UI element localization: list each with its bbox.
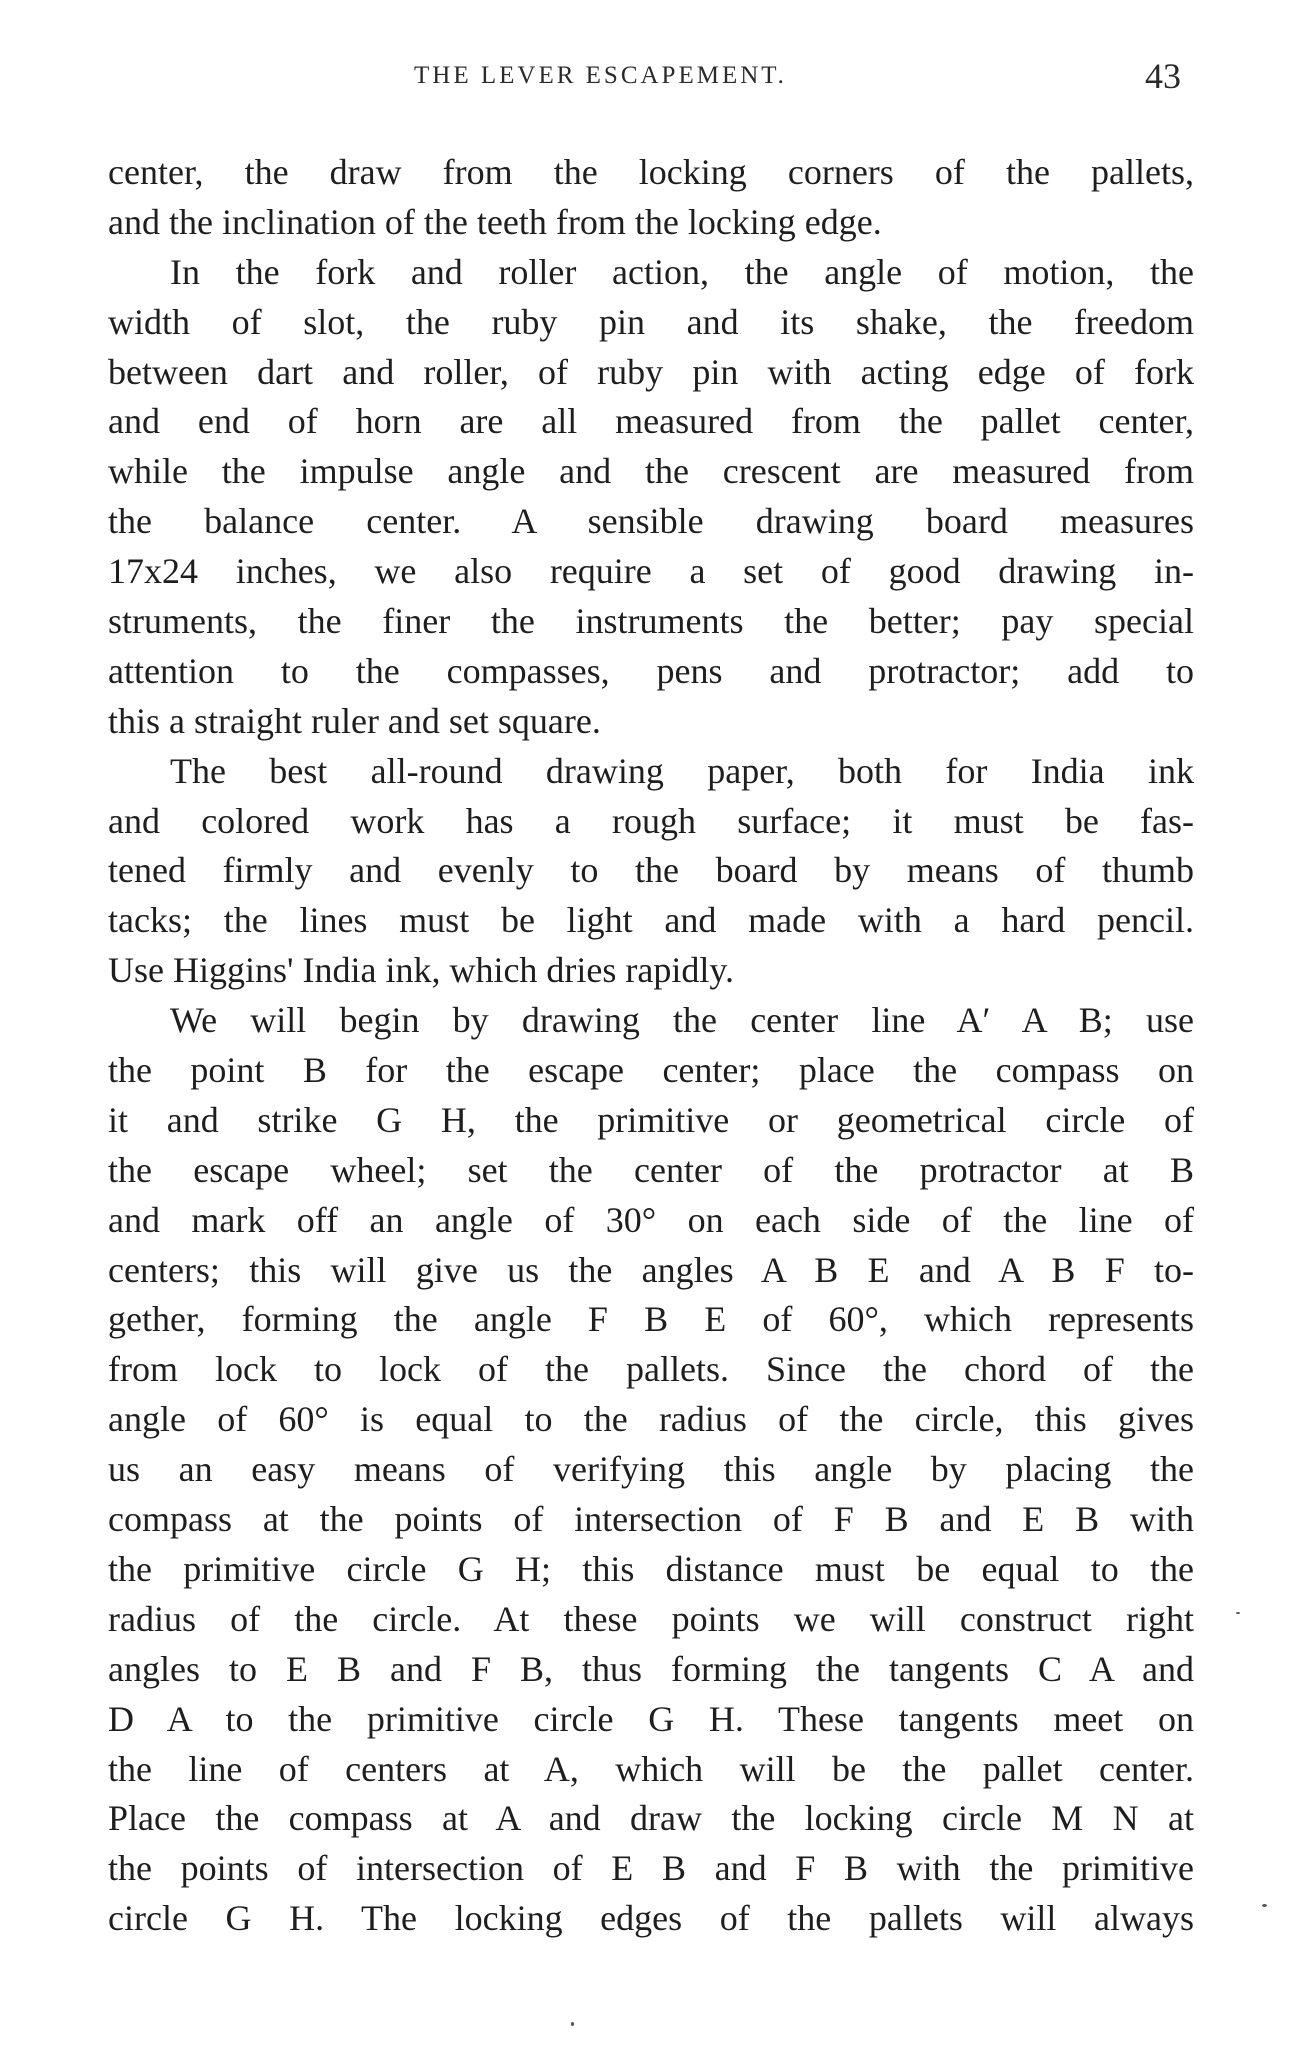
text-line: centers; this will give us the angles A B E and A B F to- [108,1249,1194,1290]
text-line: the points of intersection of E B and F B with the primitive [108,1848,1194,1889]
scan-speck [1236,1612,1240,1614]
text-line: the balance center. A sensible drawing board measures [108,501,1194,542]
paragraph-start-line: The best all-round drawing paper, both for India ink [170,750,1194,791]
text-line: the point B for the escape center; place the compass on [108,1050,1194,1091]
text-line: center, the draw from the locking corners of the pallets, [108,152,1194,192]
text-line: angle of 60° is equal to the radius of the circle, this gives [108,1399,1194,1440]
running-title: THE LEVER ESCAPEMENT. [414,62,787,89]
text-line: Place the compass at A and draw the locking circle M N at [108,1798,1194,1839]
text-line: Use Higgins' India ink, which dries rapidly. [108,950,735,991]
text-line: struments, the finer the instruments the better; pay special [108,601,1194,642]
text-line: circle G H. The locking edges of the pallets will always [108,1898,1194,1939]
text-line: angles to E B and F B, thus forming the tangents C A and [108,1648,1194,1689]
text-line: and colored work has a rough surface; it must be fas- [108,800,1194,841]
text-line: the escape wheel; set the center of the protractor at B [108,1149,1194,1190]
text-line: compass at the points of intersection of F B and E B with [108,1499,1194,1540]
paragraph-start-line: We will begin by drawing the center line A′ A B; use [170,1000,1194,1041]
text-line: between dart and roller, of ruby pin with acting edge of fork [108,351,1194,392]
text-line: tened firmly and evenly to the board by means of thumb [108,850,1194,891]
paragraph-start-line: In the fork and roller action, the angle of motion, the [170,251,1194,292]
text-line: while the impulse angle and the crescent are measured from [108,451,1194,492]
scan-speck [1262,1904,1267,1907]
body-text [108,148,1194,1944]
text-line: this a straight ruler and set square. [108,700,601,741]
text-line: and mark off an angle of 30° on each side of the line of [108,1199,1194,1240]
text-line: the primitive circle G H; this distance must be equal to the [108,1548,1194,1589]
text-line: radius of the circle. At these points we will construct right [108,1598,1194,1639]
page-number: 43 [1145,56,1181,96]
scan-speck [571,2022,574,2026]
text-line: and end of horn are all measured from the pallet center, [108,401,1194,442]
text-line: it and strike G H, the primitive or geometrical circle of [108,1099,1194,1140]
text-line: 17x24 inches, we also require a set of good drawing in- [108,551,1194,592]
text-line: width of slot, the ruby pin and its shake, the freedom [108,301,1194,342]
text-line: gether, forming the angle F B E of 60°, which represents [108,1299,1194,1340]
text-line: D A to the primitive circle G H. These tangents meet on [108,1698,1194,1739]
text-line: and the inclination of the teeth from the locking edge. [108,201,882,242]
text-line: tacks; the lines must be light and made with a hard pencil. [108,900,1194,941]
text-line: from lock to lock of the pallets. Since the chord of the [108,1349,1194,1390]
text-line: the line of centers at A, which will be the pallet center. [108,1748,1194,1789]
text-line: attention to the compasses, pens and protractor; add to [108,650,1194,691]
text-line: us an easy means of verifying this angle by placing the [108,1449,1194,1490]
